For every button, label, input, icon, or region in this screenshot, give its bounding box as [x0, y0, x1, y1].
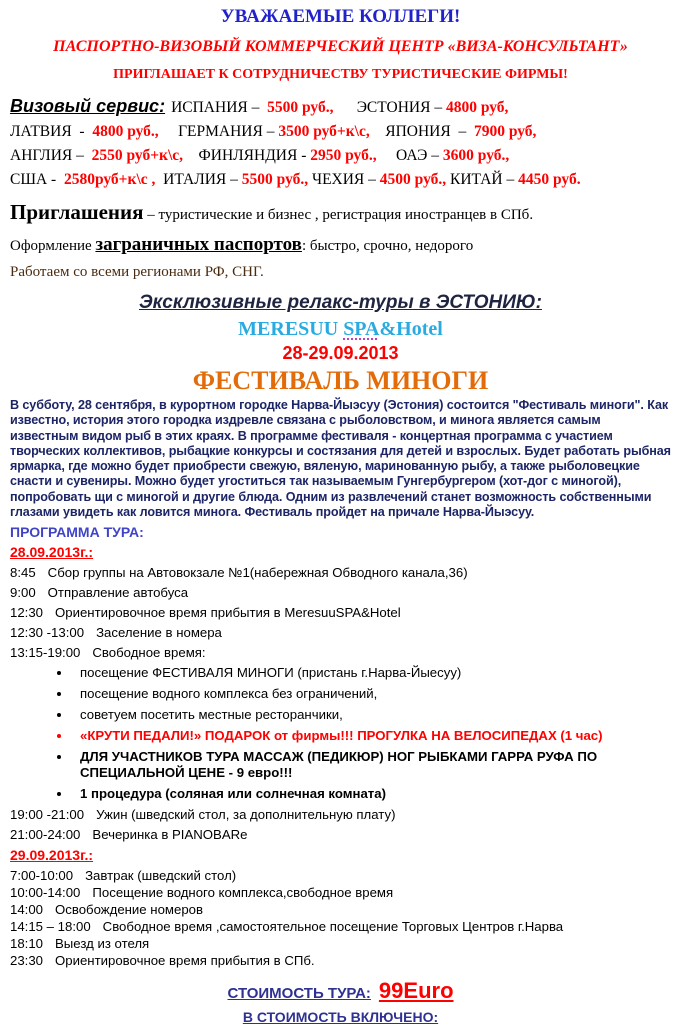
schedule-text: Ориентировочное время прибытия в СПб. — [55, 953, 315, 969]
schedule-text: Завтрак (шведский стол) — [85, 868, 237, 884]
schedule-text: Свободное время: — [92, 645, 206, 661]
schedule-row — [10, 625, 671, 640]
schedule-row — [10, 953, 671, 968]
schedule-text: Освобождение номеров — [55, 902, 203, 918]
schedule-text: Выезд из отеля — [55, 936, 150, 952]
visa-price-line — [10, 144, 671, 168]
tour-dates: 28-29.09.2013 — [282, 343, 399, 363]
day2-date-heading: 29.09.2013г.: — [10, 847, 94, 864]
schedule-row — [10, 585, 671, 600]
visa-price: 5500 руб., — [267, 99, 334, 116]
schedule-row — [10, 645, 671, 660]
festival-description: В субботу, 28 сентября, в курортном городке Нарва-Йыэсуу (Эстония) состоится "Фестиваль миноги". Как известно, история этого городка издревле связана с рыболовством, и минога является самым известным видом рыб в этих краях. В программе фестиваля - концертная программа с участием творческих коллективов, рыбацкие конкурсы и состязания для детей и взрослых. Будет работать рыбная ярмарка, где можно будет приобрести свежую, вяленую, маринованную рыбу, а также рыболовецкие снасти и сувениры. Можно будет угоститься так называемым Гунгербургером (хот-дог с миногой), попробовать щи с миногой и другие блюда. Одним из развлечений станет возможность собственными глазами увидеть как ловится минога. Фестиваль пройдет на причале Нарва-Йыэсуу. — [10, 398, 671, 520]
visa-price: 2950 руб., — [310, 147, 377, 164]
schedule-time: 13:15-19:00 — [10, 645, 81, 661]
greeting-heading: УВАЖАЕМЫЕ КОЛЛЕГИ! — [220, 6, 461, 27]
country-name: КИТАЙ – — [446, 171, 519, 188]
country-name: ГЕРМАНИЯ – — [158, 123, 279, 140]
bullet-item-promo: • «КРУТИ ПЕДАЛИ!» ПОДАРОК от фирмы!!! ПРОГУЛКА НА ВЕЛОСИПЕДАХ (1 час) — [72, 728, 671, 744]
schedule-row — [10, 827, 671, 842]
hotel-name-part: MERESUU — [238, 318, 344, 340]
passports-line — [10, 233, 671, 258]
visa-price: 4500 руб., — [379, 171, 447, 188]
schedule-time: 19:00 -21:00 — [10, 807, 85, 823]
visa-price: 4450 руб. — [518, 171, 581, 188]
schedule-time: 14:00 — [10, 902, 44, 918]
invitations-rest: – туристические и бизнес , регистрация иностранцев в СПб. — [143, 207, 534, 223]
invitation-heading: ПРИГЛАШАЕТ К СОТРУДНИЧЕСТВУ ТУРИСТИЧЕСКИЕ ФИРМЫ! — [113, 67, 568, 82]
schedule-text: Посещение водного комплекса,свободное время — [92, 885, 394, 901]
invitations-lead: Приглашения — [10, 200, 144, 224]
included-heading: В СТОИМОСТЬ ВКЛЮЧЕНО: — [242, 1009, 439, 1026]
visa-price: 4800 руб, — [445, 99, 509, 116]
visa-price: 7900 руб, — [473, 123, 537, 140]
schedule-text: Свободное время ,самостоятельное посещение Торговых Центров г.Нарва — [102, 919, 564, 935]
schedule-row — [10, 885, 671, 900]
visa-price: 4800 руб., — [92, 123, 159, 140]
country-name: США - — [10, 171, 64, 188]
bullet-item-massage: • ДЛЯ УЧАСТНИКОВ ТУРА МАССАЖ (ПЕДИКЮР) НОГ РЫБКАМИ ГАРРА РУФА ПО СПЕЦИАЛЬНОЙ ЦЕНЕ - 9 евро!!! — [72, 749, 671, 781]
price-value: 99Euro — [378, 978, 454, 1004]
footer-section — [10, 978, 671, 1026]
passports-post: : быстро, срочно, недорого — [301, 238, 474, 254]
festival-title: ФЕСТИВАЛЬ МИНОГИ — [192, 366, 489, 395]
schedule-row — [10, 807, 671, 822]
tour-price-line — [10, 978, 671, 1004]
schedule-row — [10, 605, 671, 620]
country-name: ЯПОНИЯ – — [369, 123, 474, 140]
visa-service-section — [10, 94, 671, 192]
visa-price: 5500 руб., — [241, 171, 309, 188]
passports-pre: Оформление — [10, 238, 96, 254]
schedule-time: 9:00 — [10, 585, 36, 601]
schedule-row — [10, 936, 671, 951]
visa-price: 2550 руб+к\с, — [91, 147, 184, 164]
passports-emphasis: заграничных паспортов — [95, 234, 302, 255]
schedule-row — [10, 902, 671, 917]
schedule-time: 23:30 — [10, 953, 44, 969]
schedule-row — [10, 868, 671, 883]
day1-activities-list — [10, 665, 671, 802]
visa-price-line — [10, 94, 671, 120]
hotel-name-part: &Hotel — [379, 318, 443, 340]
regions-line: Работаем со всеми регионами РФ, СНГ. — [10, 264, 264, 280]
country-name: ЧЕХИЯ – — [308, 171, 380, 188]
schedule-time: 7:00-10:00 — [10, 868, 74, 884]
bullet-item: • посещение ФЕСТИВАЛЯ МИНОГИ (пристань г.Нарва-Йыесуу) — [72, 665, 671, 681]
schedule-text: Отправление автобуса — [47, 585, 189, 601]
schedule-time: 8:45 — [10, 565, 36, 581]
country-name: ФИНЛЯНДИЯ - — [183, 147, 311, 164]
visa-price-line — [10, 120, 671, 144]
tour-heading: Эксклюзивные релакс-туры в ЭСТОНИЮ: — [139, 292, 542, 313]
country-name: ЭСТОНИЯ – — [333, 99, 446, 116]
country-name: ИСПАНИЯ – — [171, 99, 268, 116]
center-name-heading: ПАСПОРТНО-ВИЗОВЫЙ КОММЕРЧЕСКИЙ ЦЕНТР «ВИЗА-КОНСУЛЬТАНТ» — [53, 38, 628, 55]
program-title: ПРОГРАММА ТУРА: — [10, 524, 144, 541]
schedule-row — [10, 919, 671, 934]
schedule-text: Ужин (шведский стол, за дополнительную плату) — [96, 807, 396, 823]
visa-price: 2580руб+к\с , — [63, 171, 156, 188]
country-name: ЛАТВИЯ - — [10, 123, 93, 140]
visa-price: 3600 руб., — [442, 147, 510, 164]
schedule-time: 10:00-14:00 — [10, 885, 81, 901]
bullet-item-procedure: • 1 процедура (соляная или солнечная комната) — [72, 786, 671, 802]
day1-date-heading: 28.09.2013г.: — [10, 544, 94, 561]
bullet-item: • советуем посетить местные ресторанчики, — [72, 707, 671, 723]
schedule-time: 14:15 – 18:00 — [10, 919, 91, 935]
visa-price-line — [10, 168, 671, 192]
country-name: АНГЛИЯ – — [10, 147, 92, 164]
schedule-row — [10, 565, 671, 580]
bullet-item: • посещение водного комплекса без ограничений, — [72, 686, 671, 702]
price-label: СТОИМОСТЬ ТУРА: — [227, 985, 371, 1003]
schedule-text: Сбор группы на Автовокзале №1(набережная Обводного канала,36) — [47, 565, 468, 581]
schedule-time: 18:10 — [10, 936, 44, 952]
schedule-text: Ориентировочное время прибытия в MeresuuSPA&Hotel — [55, 605, 401, 621]
visa-service-label: Визовый сервис: — [10, 96, 166, 116]
country-name: ИТАЛИЯ – — [155, 171, 242, 188]
schedule-time: 21:00-24:00 — [10, 827, 81, 843]
hotel-name — [10, 318, 671, 341]
country-name: ОАЭ – — [376, 147, 443, 164]
schedule-time: 12:30 -13:00 — [10, 625, 85, 641]
visa-price: 3500 руб+к\с, — [278, 123, 370, 140]
schedule-text: Заселение в номера — [96, 625, 222, 641]
invitations-line — [10, 200, 671, 228]
schedule-text: Вечеринка в PIANOBARе — [92, 827, 248, 843]
hotel-name-spa: SPA — [343, 318, 380, 340]
schedule-time: 12:30 — [10, 605, 44, 621]
